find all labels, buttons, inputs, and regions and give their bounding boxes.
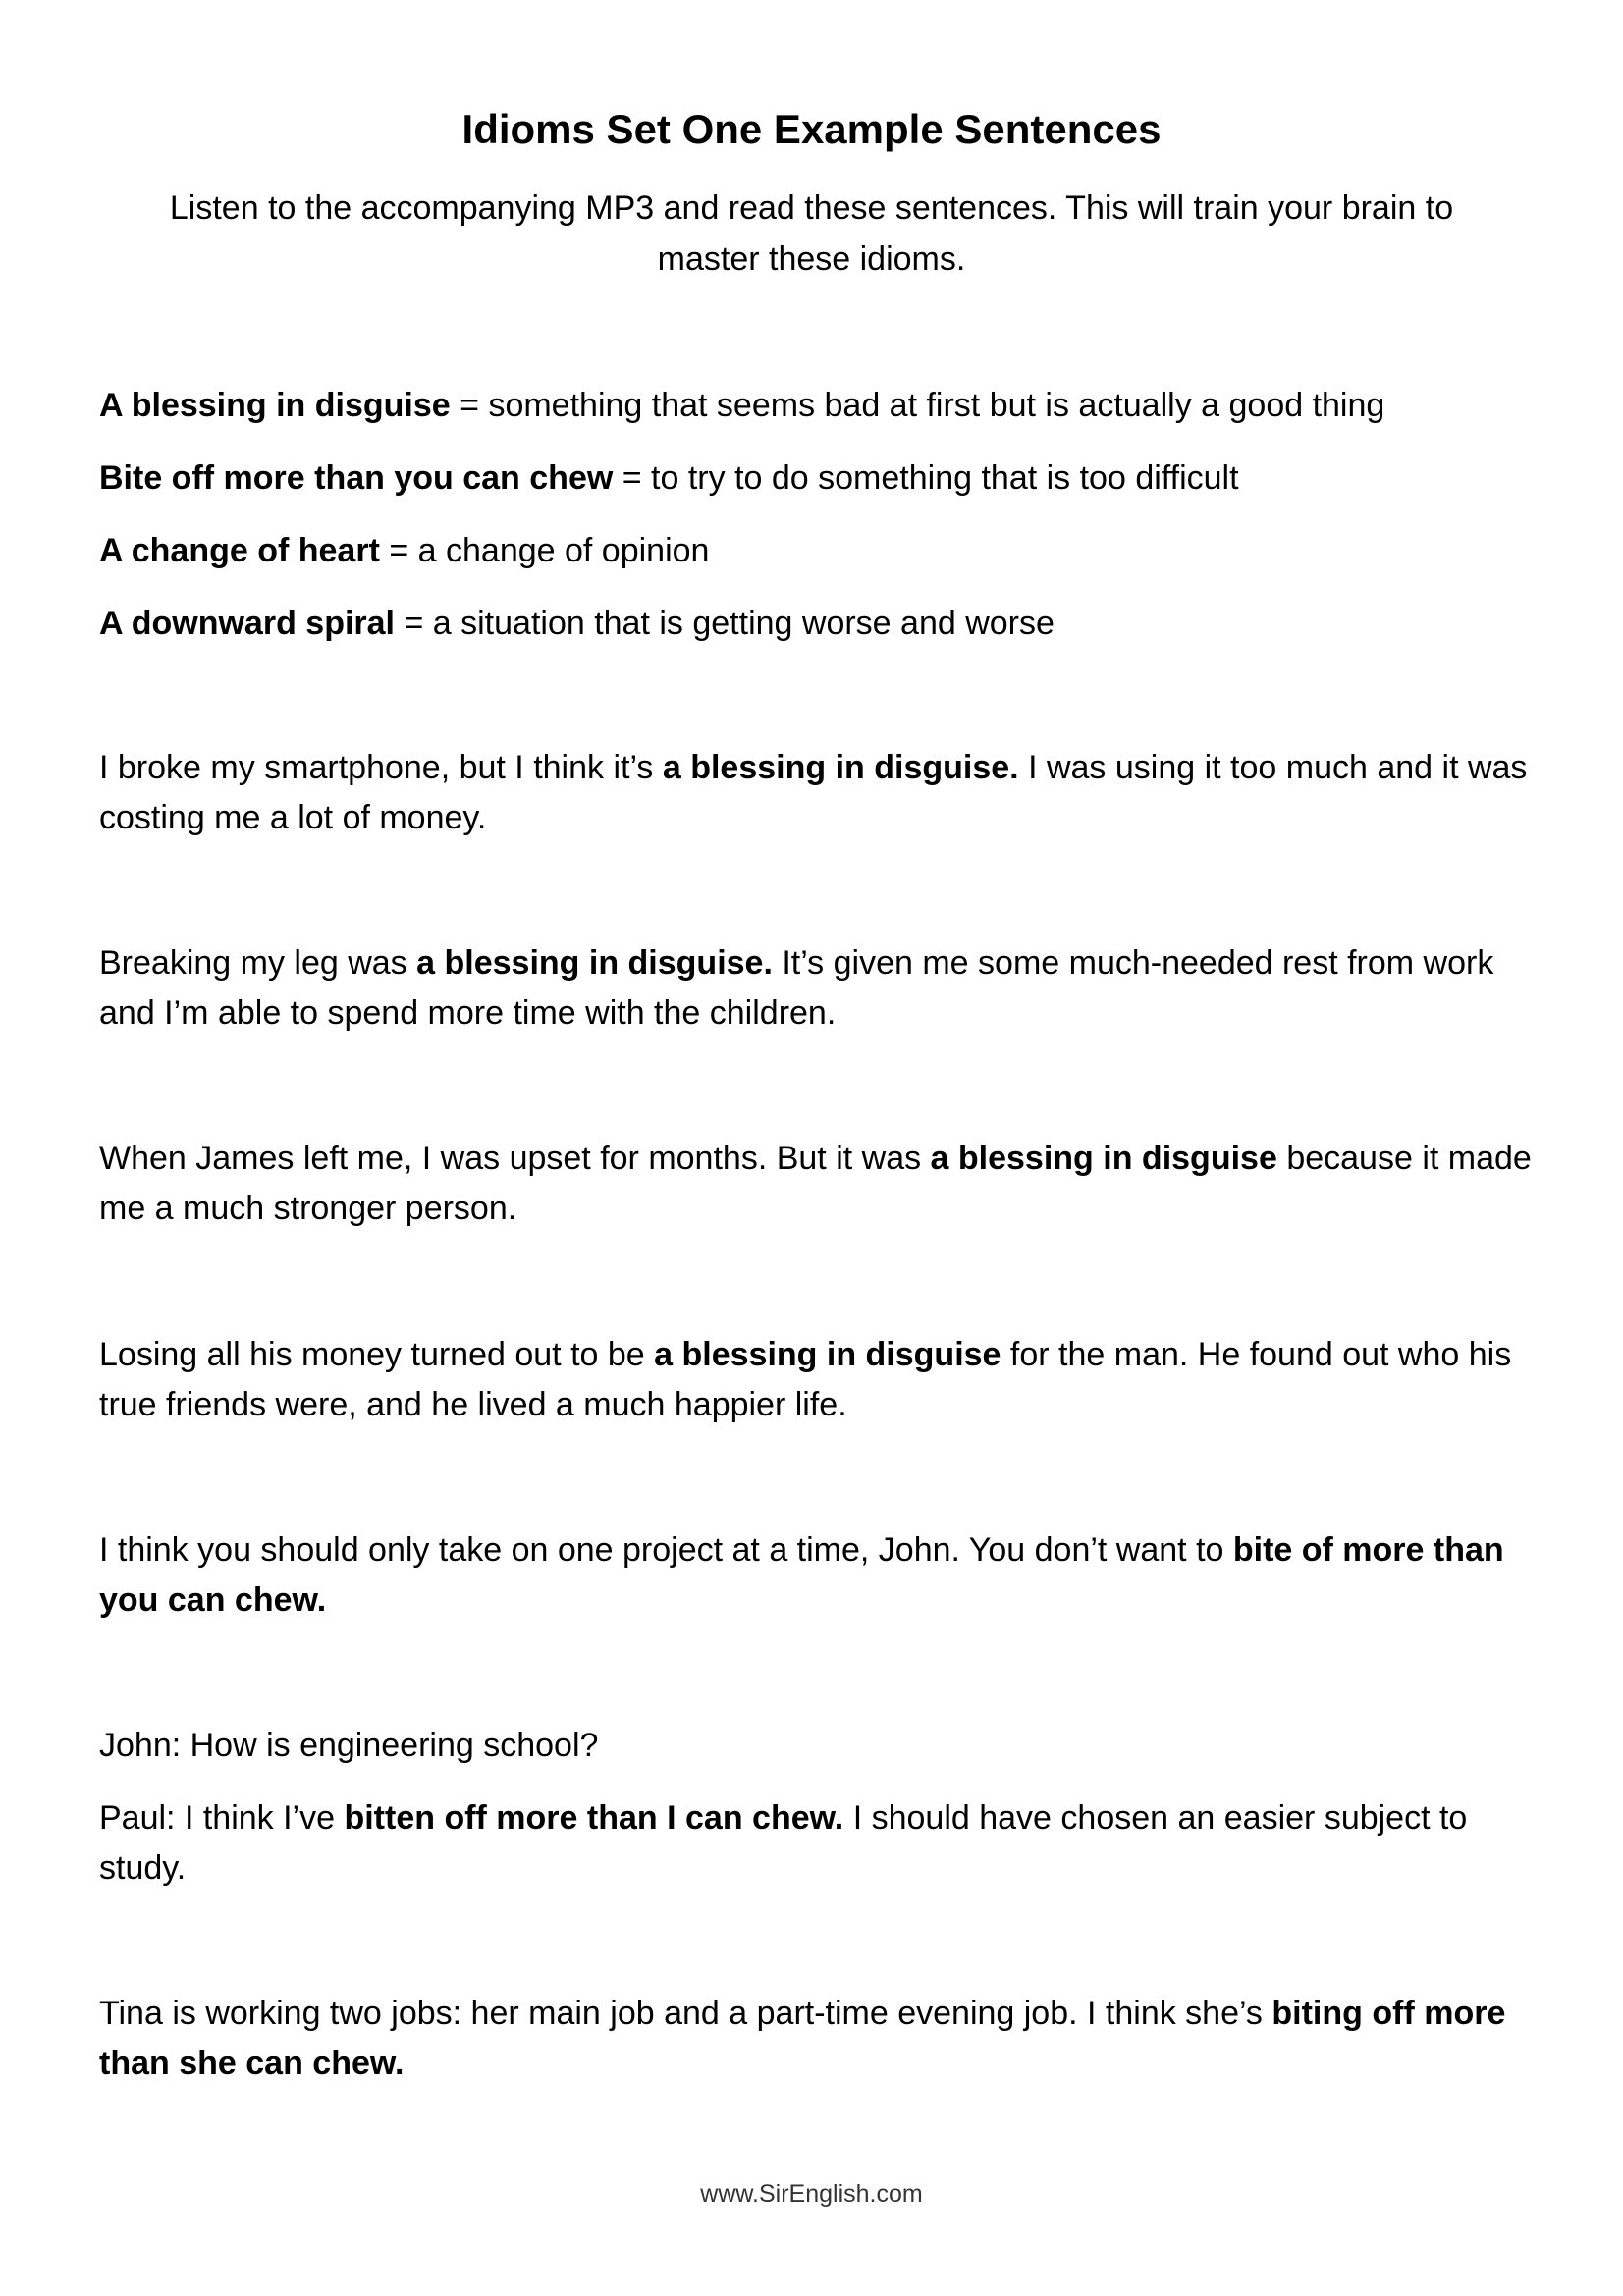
idiom-term: A change of heart	[99, 532, 380, 569]
idiom-highlight: a blessing in disguise.	[662, 749, 1019, 786]
sentence-text: I should have chosen an easier subject to study.	[99, 1799, 1468, 1887]
definition-item	[99, 599, 1542, 649]
sentence-text: When James left me, I was upset for months. But it was	[99, 1140, 931, 1177]
sentence-text: I broke my smartphone, but I think it’s	[99, 749, 663, 786]
sentence-text: I was using it too much and it was costing me a lot of money.	[99, 749, 1528, 836]
sentence-text: because it made me a much stronger person.	[99, 1140, 1532, 1227]
dialogue-line	[99, 1793, 1542, 1894]
example-sentence	[99, 1134, 1542, 1234]
definition-item	[99, 526, 1542, 576]
sentence-text: Breaking my leg was	[99, 944, 417, 982]
example-sentence	[99, 1989, 1542, 2089]
sentence-text: Losing all his money turned out to be	[99, 1336, 655, 1373]
example-sentence	[99, 1330, 1542, 1430]
idiom-term: A blessing in disguise	[99, 387, 451, 424]
idiom-highlight: a blessing in disguise	[930, 1140, 1277, 1177]
idiom-meaning: = something that seems bad at first but is actually a good thing	[450, 387, 1385, 424]
intro-text: Listen to the accompanying MP3 and read these sentences. This will train your brain to master these idioms.	[169, 189, 1454, 278]
example-sentence	[99, 938, 1542, 1039]
sentence-text: Tina is working two jobs: her main job and a part-time evening job. I think she’s	[99, 1995, 1272, 2032]
idiom-term: A downward spiral	[99, 605, 396, 642]
sentence-text: for the man. He found out who his true friends were, and he lived a much happier life.	[99, 1336, 1512, 1423]
idiom-highlight: a blessing in disguise	[654, 1336, 1001, 1373]
idiom-meaning: = to try to do something that is too difficult	[613, 459, 1239, 497]
sentence-text: Paul: I think I’ve	[99, 1799, 345, 1837]
idiom-meaning: = a situation that is getting worse and worse	[395, 605, 1055, 642]
example-sentence	[99, 743, 1542, 843]
idiom-highlight: bitten off more than I can chew.	[344, 1799, 844, 1837]
sentence-text: I think you should only take on one project at a time, John. You don’t want to	[99, 1531, 1233, 1569]
page-title: Idioms Set One Example Sentences	[461, 106, 1162, 152]
idiom-highlight: bite of more than you can chew.	[99, 1531, 1504, 1619]
definition-item	[99, 381, 1542, 431]
idiom-highlight: biting off more than she can chew.	[99, 1995, 1506, 2082]
idiom-term: Bite off more than you can chew	[99, 459, 614, 497]
sentence-text: It’s given me some much-needed rest from work and I’m able to spend more time with the children.	[99, 944, 1494, 1032]
idiom-meaning: = a change of opinion	[379, 532, 710, 569]
idiom-highlight: a blessing in disguise.	[416, 944, 773, 982]
dialogue-line: John: How is engineering school?	[99, 1727, 599, 1764]
example-sentence	[99, 1525, 1542, 1626]
definition-item	[99, 454, 1542, 504]
footer-website: www.SirEnglish.com	[700, 2180, 923, 2208]
